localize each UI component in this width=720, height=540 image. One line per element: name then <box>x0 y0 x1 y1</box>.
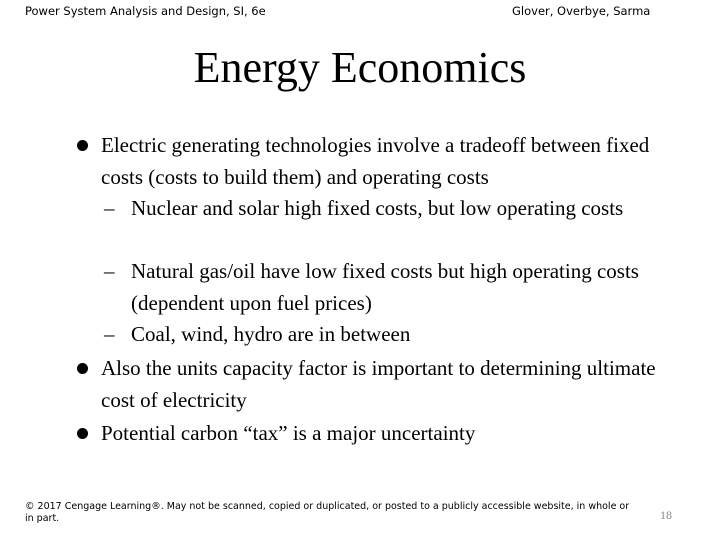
bullet-text: Potential carbon “tax” is a major uncertainty <box>101 421 476 445</box>
header-course-title: Power System Analysis and Design, SI, 6e <box>25 4 266 18</box>
dash-icon: – <box>104 259 115 283</box>
sub-bullet-text: Natural gas/oil have low fixed costs but high operating costs (dependent upon fuel prices) <box>131 259 639 315</box>
sub-bullet-text: Nuclear and solar high fixed costs, but low operating costs <box>131 196 624 220</box>
bullet-text: Also the units capacity factor is important to determining ultimate cost of electricity <box>101 356 656 412</box>
dash-icon: – <box>104 322 115 346</box>
bullet-dot-icon <box>77 363 88 374</box>
bullet-dot-icon <box>77 428 88 439</box>
slide-title: Energy Economics <box>193 43 527 92</box>
page-number: 18 <box>660 508 672 522</box>
bullet-text: Electric generating technologies involve a tradeoff between fixed costs (costs to build them) and operating costs <box>101 133 650 189</box>
dash-icon: – <box>104 196 115 220</box>
copyright-footer: © 2017 Cengage Learning®. May not be scanned, copied or duplicated, or posted to a publicly accessible website, in whole or in part. <box>25 501 630 524</box>
bullet-dot-icon <box>77 140 88 151</box>
header-authors: Glover, Overbye, Sarma <box>512 4 651 18</box>
sub-bullet-text: Coal, wind, hydro are in between <box>131 322 411 346</box>
